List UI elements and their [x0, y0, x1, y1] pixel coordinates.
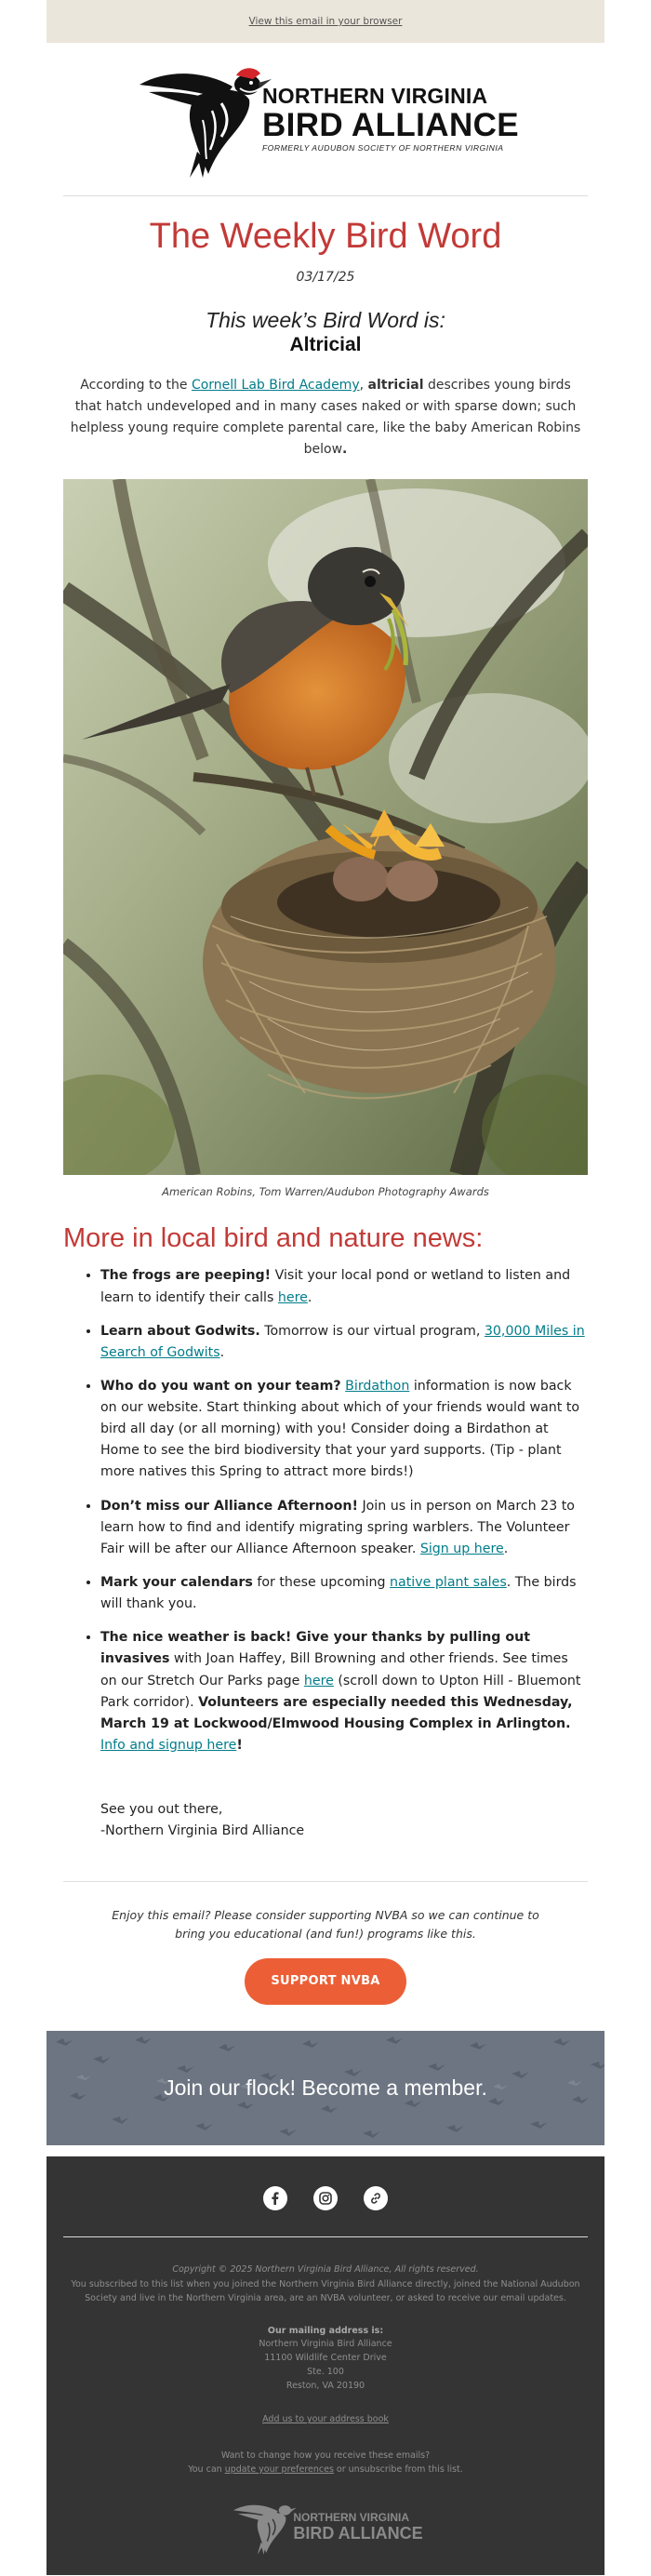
sign-up-here-link[interactable]: Sign up here: [419, 1541, 504, 1556]
copyright: Copyright © 2025 Northern Virginia Bird Alliance, All rights reserved.: [172, 2263, 479, 2275]
native-plant-sales-link[interactable]: native plant sales: [390, 1575, 507, 1591]
news-item-invasives: [100, 1627, 588, 1756]
news-item-frogs: [100, 1265, 588, 1308]
support-nvba-button[interactable]: SUPPORT NVBA: [245, 1958, 405, 2005]
logo-line-2: BIRD ALLIANCE: [261, 107, 520, 144]
nvba-logo[interactable]: [132, 59, 519, 180]
news-item-text: Join us in person on March 23 to learn how to find and identify migrating spring warblers. The Volunteer Fair will be after our Alliance Afternoon speaker.: [100, 1498, 575, 1556]
news-item-team: [100, 1376, 588, 1484]
news-item-bold: The nice weather is back! Give your thanks by pulling out invasives: [100, 1630, 530, 1667]
birdathon-link[interactable]: Birdathon: [345, 1378, 410, 1394]
bird-word-intro: This week’s Bird Word is:: [206, 307, 445, 332]
preferences-row: [46, 2449, 604, 2476]
address-line: 11100 Wildlife Center Drive: [264, 2353, 387, 2364]
definition-end: .: [342, 442, 348, 458]
news-item-text: Tomorrow is our virtual program,: [259, 1323, 485, 1339]
news-item-text: information is now back on our website. Start thinking about which of your friends would want to bird all day (or all morning) with you! Consider doing a Birdathon at Home to see the bird biodiversity that your yard supports. (Tip - plant more natives this Spring to attract more birds!): [100, 1378, 580, 1480]
news-heading: More in local bird and nature news:: [63, 1223, 484, 1254]
news-item-text: Visit your local pond or wetland to listen and learn to identify their calls: [100, 1268, 571, 1305]
support-divider: [63, 1881, 588, 1882]
join-text: Join our flock! Become a member.: [164, 2075, 487, 2100]
news-item-text: (scroll down to Upton Hill - Bluemont Park corridor).: [100, 1673, 581, 1710]
definition-text: According to the: [80, 378, 192, 394]
footer-logo-line-2: BIRD ALLIANCE: [293, 2523, 423, 2543]
logo-line-1: NORTHERN VIRGINIA: [261, 84, 488, 109]
header: [46, 43, 604, 195]
subscription-notice: You subscribed to this list when you joined the Northern Virginia Bird Alliance directly, joined the National Audubon Society and live in the Northern Virginia area, are an NVBA volunteer, or asked to receive our email updates.: [71, 2279, 580, 2304]
view-in-browser-link[interactable]: View this email in your browser: [248, 16, 403, 27]
footer-logo[interactable]: [46, 2498, 604, 2556]
definition-paragraph: [69, 375, 582, 460]
top-band: [46, 0, 604, 43]
news-item-bold: Volunteers are especially needed this Wednesday, March 19 at Lockwood/Elmwood Housing Complex in Arlington.: [100, 1694, 573, 1731]
preferences-text: You can: [188, 2463, 225, 2475]
news-list: [67, 1265, 588, 1756]
footer-divider: [63, 2236, 588, 2237]
newsletter-title: The Weekly Bird Word: [149, 217, 502, 256]
signoff-line-2: -Northern Virginia Bird Alliance: [100, 1822, 305, 1838]
join-banner[interactable]: [46, 2031, 604, 2145]
social-links: [46, 2156, 604, 2210]
logo-line-3: FORMERLY AUDUBON SOCIETY OF NORTHERN VIRGINIA: [261, 143, 504, 153]
robin-nest-photo: [63, 479, 588, 1175]
instagram-icon[interactable]: [313, 2186, 338, 2210]
mailing-address: [46, 2325, 604, 2394]
news-item-bold: The frogs are peeping!: [100, 1268, 272, 1284]
news-item-text: .: [307, 1289, 312, 1305]
link-icon[interactable]: [364, 2186, 388, 2210]
address-line: Ste. 100: [307, 2366, 344, 2377]
preferences-line: [46, 2463, 604, 2477]
photo-caption: American Robins, Tom Warren/Audubon Photography Awards: [162, 1185, 489, 1199]
address-book-row: [46, 2413, 604, 2427]
footer: [46, 2156, 604, 2575]
newsletter-date: 03/17/25: [296, 269, 355, 285]
address-line: Northern Virginia Bird Alliance: [259, 2339, 392, 2350]
bird-word: Altricial: [289, 334, 362, 356]
news-item-bold: Learn about Godwits.: [100, 1323, 260, 1339]
mailing-label: Our mailing address is:: [267, 2325, 384, 2336]
woodpecker-logo-icon: [228, 2498, 299, 2556]
frogs-here-link[interactable]: here: [277, 1289, 308, 1305]
news-item-bold: !: [236, 1738, 243, 1754]
cornell-link[interactable]: Cornell Lab Bird Academy: [191, 378, 360, 394]
news-item-text: for these upcoming: [252, 1575, 391, 1591]
header-divider: [63, 195, 588, 196]
news-item-godwits: [100, 1321, 588, 1364]
news-item-text: .: [219, 1344, 225, 1360]
godwits-program-link[interactable]: 30,000 Miles in Search of Godwits: [100, 1323, 585, 1360]
add-address-book-link[interactable]: Add us to your address book: [262, 2414, 389, 2425]
news-item-afternoon: [100, 1496, 588, 1560]
news-item-bold: Don’t miss our Alliance Afternoon!: [100, 1498, 358, 1514]
news-item-calendars: [100, 1572, 588, 1615]
support-button-row: [46, 1958, 604, 2005]
preferences-text: or unsubscribe from this list.: [333, 2463, 463, 2475]
email-container: [46, 0, 604, 2575]
signoff-line-1: See you out there,: [100, 1802, 223, 1818]
stretch-parks-here-link[interactable]: here: [303, 1673, 334, 1688]
change-question: Want to change how you receive these emails?: [220, 2450, 431, 2462]
address-line: Reston, VA 20190: [286, 2380, 365, 2391]
news-item-bold: Mark your calendars: [100, 1575, 253, 1591]
info-signup-link[interactable]: Info and signup here: [100, 1738, 237, 1754]
definition-text: ,: [359, 378, 368, 394]
signoff: [100, 1799, 604, 1841]
support-message: Enjoy this email? Please consider supporting NVBA so we can continue to bring you educational (and fun!) programs like this.: [112, 1907, 539, 1941]
footer-logo-line-1: NORTHERN VIRGINIA: [293, 2510, 409, 2524]
definition-text: describes young birds that hatch undeveloped and in many cases naked or with sparse down; such helpless young require complete parental care, like the baby American Robins below: [70, 378, 581, 458]
news-item-text: with Joan Haffey, Bill Browning and other friends. See times on our Stretch Our Parks page: [100, 1651, 568, 1688]
update-preferences-link[interactable]: update your preferences: [224, 2463, 334, 2475]
news-item-text: . The birds will thank you.: [100, 1575, 577, 1612]
woodpecker-logo-icon: [132, 59, 272, 180]
facebook-icon[interactable]: [263, 2186, 287, 2210]
definition-word: altricial: [367, 378, 424, 394]
news-item-bold: Who do you want on your team?: [100, 1378, 341, 1394]
news-item-text: .: [503, 1541, 509, 1556]
